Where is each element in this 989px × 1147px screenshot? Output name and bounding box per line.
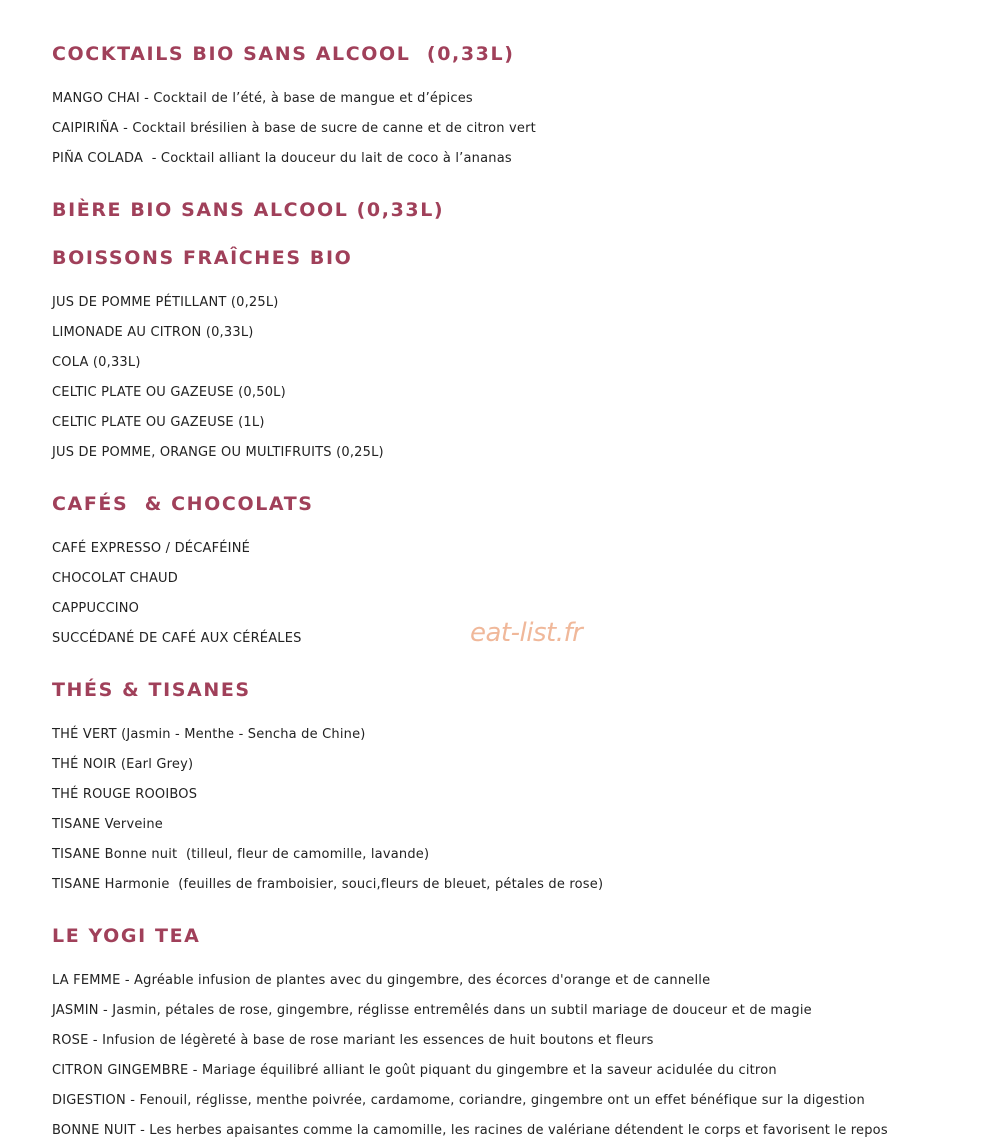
section-spacer — [52, 174, 952, 196]
section-title: BOISSONS FRAÎCHES BIO — [52, 247, 353, 269]
watermark: eat-list.fr — [470, 618, 583, 648]
menu-item: LA FEMME - Agréable infusion de plantes avec du gingembre, des écorces d'orange et de cannelle — [52, 973, 711, 988]
menu-item: CAPPUCCINO — [52, 601, 140, 616]
menu-item: DIGESTION - Fenouil, réglisse, menthe poivrée, cardamome, coriandre, gingembre ont un effet bénéfique sur la digestion — [52, 1093, 865, 1108]
menu-item: THÉ ROUGE ROOIBOS — [52, 787, 198, 802]
section-title: LE YOGI TEA — [52, 925, 201, 947]
menu-item-list — [52, 84, 952, 174]
menu-item-list — [52, 720, 952, 900]
menu-item: TISANE Harmonie (feuilles de framboisier, souci,fleurs de bleuet, pétales de rose) — [52, 877, 604, 892]
menu-section — [52, 676, 952, 900]
menu-item: CITRON GINGEMBRE - Mariage équilibré alliant le goût piquant du gingembre et la saveur acidulée du citron — [52, 1063, 777, 1078]
menu-item: THÉ NOIR (Earl Grey) — [52, 757, 194, 772]
menu-item: TISANE Bonne nuit (tilleul, fleur de camomille, lavande) — [52, 847, 430, 862]
menu-section — [52, 196, 952, 224]
menu-item: CHOCOLAT CHAUD — [52, 571, 178, 586]
section-spacer — [52, 224, 952, 244]
menu-item: LIMONADE AU CITRON (0,33L) — [52, 325, 254, 340]
menu-item: JUS DE POMME, ORANGE OU MULTIFRUITS (0,25L) — [52, 445, 384, 460]
menu-item: BONNE NUIT - Les herbes apaisantes comme la camomille, les racines de valériane détendent le corps et favorisent le repos — [52, 1123, 888, 1138]
section-spacer — [52, 468, 952, 490]
menu-item: MANGO CHAI - Cocktail de l’été, à base de mangue et d’épices — [52, 91, 473, 106]
menu-item: THÉ VERT (Jasmin - Menthe - Sencha de Chine) — [52, 727, 366, 742]
menu-item: SUCCÉDANÉ DE CAFÉ AUX CÉRÉALES — [52, 631, 302, 646]
section-spacer — [52, 654, 952, 676]
menu-item-list — [52, 966, 952, 1146]
menu-item: JUS DE POMME PÉTILLANT (0,25L) — [52, 295, 279, 310]
menu-item-list — [52, 288, 952, 468]
menu-item: CAFÉ EXPRESSO / DÉCAFÉINÉ — [52, 541, 251, 556]
menu-item: CAIPIRIÑA - Cocktail brésilien à base de sucre de canne et de citron vert — [52, 121, 536, 136]
section-title: COCKTAILS BIO SANS ALCOOL (0,33L) — [52, 43, 515, 65]
menu-item: TISANE Verveine — [52, 817, 163, 832]
menu-item: COLA (0,33L) — [52, 355, 141, 370]
menu-section — [52, 922, 952, 1146]
section-title: BIÈRE BIO SANS ALCOOL (0,33L) — [52, 199, 445, 221]
section-title: CAFÉS & CHOCOLATS — [52, 493, 314, 515]
drinks-menu — [52, 40, 952, 1146]
menu-item: CELTIC PLATE OU GAZEUSE (0,50L) — [52, 385, 286, 400]
menu-item: ROSE - Infusion de légèreté à base de rose mariant les essences de huit boutons et fleurs — [52, 1033, 654, 1048]
section-spacer — [52, 900, 952, 922]
menu-section — [52, 244, 952, 468]
menu-section — [52, 40, 952, 174]
menu-item: PIÑA COLADA - Cocktail alliant la douceur du lait de coco à l’ananas — [52, 151, 512, 166]
menu-item: CELTIC PLATE OU GAZEUSE (1L) — [52, 415, 265, 430]
section-title: THÉS & TISANES — [52, 679, 251, 701]
menu-item: JASMIN - Jasmin, pétales de rose, gingembre, réglisse entremêlés dans un subtil mariage de douceur et de magie — [52, 1003, 812, 1018]
